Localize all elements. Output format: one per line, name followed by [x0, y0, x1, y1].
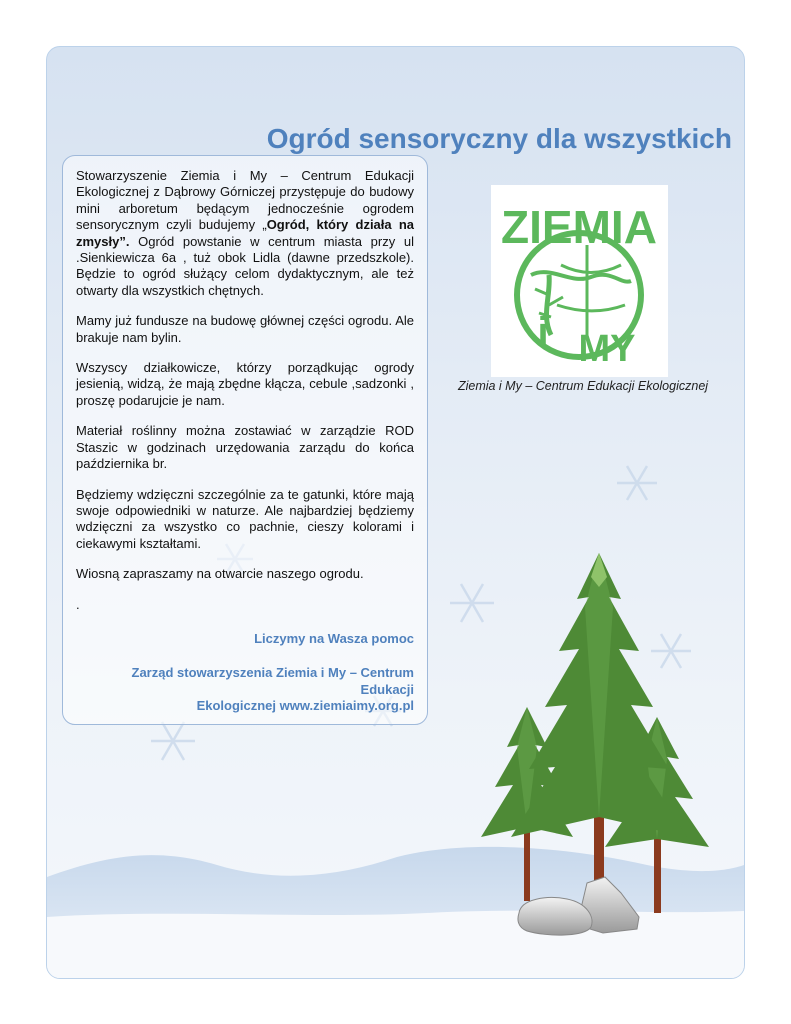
paragraph-request: Wszyscy działkowicze, którzy porządkując ogrody jesienią, widzą, że mają zbędne kłącza, cebule ,sadzonki , proszę podarujcie je nam.	[76, 360, 414, 408]
signature-appeal: Liczymy na Wasza pomoc	[254, 630, 414, 646]
paragraph-intro	[76, 168, 414, 299]
intro-text-continued: Ogród powstanie w centrum miasta przy ul .Sienkiewicza 6a , tuż obok Lidla (dawne przedszkole). Będzie to ogród służący celom dydaktycznym, ale też otwarty dla wszystkich chętnych.	[76, 233, 414, 298]
intro-text: Stowarzyszenie Ziemia i My – Centrum Edukacji Ekologicznej z Dąbrowy Górniczej przystępuje do budowy mini arboretum będącym jednocześnie ogrodem sensorycznym czyli budujemy „	[76, 168, 414, 233]
page-title: Ogród sensoryczny dla wszystkich	[266, 123, 732, 154]
ziemia-i-my-logo-icon	[491, 185, 668, 377]
announcement-text-box	[62, 155, 428, 725]
intro-highlight: Ogród, który działa na zmysły”.	[76, 217, 415, 249]
paragraph-dot: .	[76, 596, 80, 612]
signature-organization	[76, 665, 414, 714]
paragraph-invitation: Wiosną zapraszamy na otwarcie naszego ogrodu.	[76, 566, 364, 582]
paragraph-preferences: Będziemy wdzięczni szczególnie za te gatunki, które mają swoje odpowiedniki w naturze. Ale najbardziej będziemy wdzięczni za wszystko co pachnie, cieszy kolorami i ciekawymi kształtami.	[76, 486, 414, 551]
logo-caption: Ziemia i My – Centrum Edukacji Ekologicznej	[457, 379, 709, 393]
organization-logo	[491, 185, 668, 377]
paragraph-dropoff: Materiał roślinny można zostawiać w zarządzie ROD Staszic w godzinach urzędowania zarządu do końca października br.	[76, 423, 414, 472]
flyer-card	[46, 46, 745, 979]
signature-line-1: Zarząd stowarzyszenia Ziemia i My – Centrum Edukacji	[131, 665, 414, 697]
snow-ground	[47, 911, 744, 978]
signature-line-2: Ekologicznej www.ziemiaimy.org.pl	[196, 698, 414, 714]
announcement-body	[76, 168, 414, 715]
logo-word-my: MY	[578, 328, 636, 370]
logo-word-ziemia: ZIEMIA	[501, 201, 657, 253]
logo-word-i: i	[537, 310, 549, 354]
paragraph-funding: Mamy już fundusze na budowę głównej części ogrodu. Ale brakuje nam bylin.	[76, 313, 414, 345]
